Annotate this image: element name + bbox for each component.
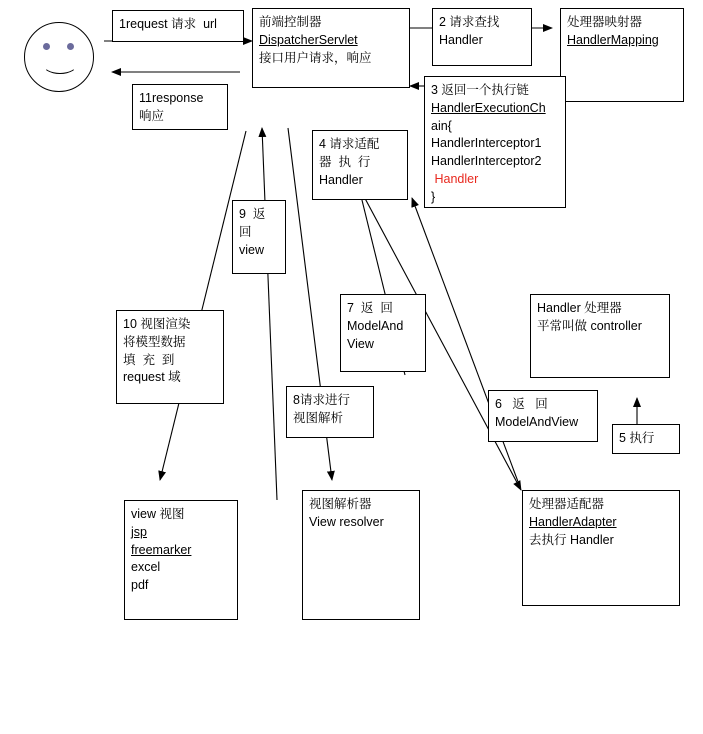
box-handler-mapping (560, 8, 684, 102)
handler-controller-line-2: 平常叫做 controller (537, 318, 642, 333)
return-view-line-1: 9 返 (239, 207, 266, 221)
view-render-line-2: 将模型数据 (123, 334, 186, 349)
view-render-line-4: request 域 (123, 370, 181, 385)
box-request-url (112, 10, 244, 42)
user-smiley-icon (24, 22, 94, 92)
view-resolve-request-line-1: 8请求进行 (293, 393, 350, 407)
box-return-view (232, 200, 286, 274)
execute-5-line-1: 5 执行 (619, 431, 655, 445)
mav7-line-2: ModelAnd (347, 318, 404, 333)
chain-line-4: HandlerInterceptor1 (431, 136, 542, 151)
smiley-right-eye-icon (67, 43, 74, 50)
box-return-model-and-view-6 (488, 390, 598, 442)
chain-line-3: ain{ (431, 118, 452, 133)
box-view-render (116, 310, 224, 404)
response-line-1: 11response (139, 91, 204, 105)
box-response-to-user (132, 84, 228, 130)
handler-adapter-line-2: HandlerAdapter (529, 514, 617, 529)
request-url-line-1: 1request 请求 url (119, 17, 217, 31)
adapter-exec-line-1: 4 请求适配 (319, 137, 380, 151)
mav7-line-1: 7 返 回 (347, 301, 393, 315)
chain-line-1: 3 返回一个执行链 (431, 83, 529, 97)
view-types-line-1: view 视图 (131, 507, 185, 521)
handler-adapter-line-1: 处理器适配器 (529, 497, 605, 511)
mav6-line-2: ModelAndView (495, 414, 579, 429)
handler-mapping-line-1: 处理器映射器 (567, 15, 643, 29)
view-types-line-2: jsp (131, 524, 147, 539)
handler-adapter-line-3: 去执行 Handler (529, 532, 614, 547)
box-handler-controller (530, 294, 670, 378)
view-render-line-1: 10 视图渲染 (123, 317, 191, 331)
view-resolver-line-2: View resolver (309, 514, 384, 529)
handler-mapping-line-2: HandlerMapping (567, 32, 659, 47)
view-types-line-4: excel (131, 560, 161, 575)
dispatcher-line-2: DispatcherServlet (259, 32, 358, 47)
chain-line-7: } (431, 189, 436, 204)
find-handler-line-2: Handler (439, 32, 483, 47)
mav6-line-1: 6 返 回 (495, 397, 548, 411)
chain-line-6: Handler (431, 171, 479, 186)
chain-line-5: HandlerInterceptor2 (431, 154, 542, 168)
smiley-left-eye-icon (43, 43, 50, 50)
adapter-exec-line-2: 器 执 行 (319, 154, 371, 169)
box-handler-adapter (522, 490, 680, 606)
box-view-resolver (302, 490, 420, 620)
view-render-line-3: 填 充 到 (123, 352, 175, 367)
view-types-line-3: freemarker (131, 542, 192, 557)
dispatcher-line-1: 前端控制器 (259, 15, 322, 29)
return-view-line-2: 回 (239, 224, 252, 239)
return-view-line-3: view (239, 242, 265, 257)
adapter-exec-line-3: Handler (319, 172, 363, 187)
box-return-model-and-view-7 (340, 294, 426, 372)
box-view-resolve-request (286, 386, 374, 438)
response-line-2: 响应 (139, 108, 165, 123)
box-execution-chain (424, 76, 566, 208)
box-find-handler (432, 8, 532, 66)
box-execute-5 (612, 424, 680, 454)
box-dispatcher-servlet (252, 8, 410, 88)
box-request-adapter-execute (312, 130, 408, 200)
view-types-line-5: pdf (131, 578, 149, 592)
chain-line-2: HandlerExecutionCh (431, 100, 546, 115)
box-view-types (124, 500, 238, 620)
dispatcher-line-3: 接口用户请求，响应 (259, 50, 372, 65)
find-handler-line-1: 2 请求查找 (439, 15, 500, 29)
handler-controller-line-1: Handler 处理器 (537, 301, 622, 315)
view-resolve-request-line-2: 视图解析 (293, 410, 344, 425)
smiley-mouth-icon (42, 53, 78, 74)
view-resolver-line-1: 视图解析器 (309, 497, 372, 511)
mav7-line-3: View (347, 336, 374, 351)
